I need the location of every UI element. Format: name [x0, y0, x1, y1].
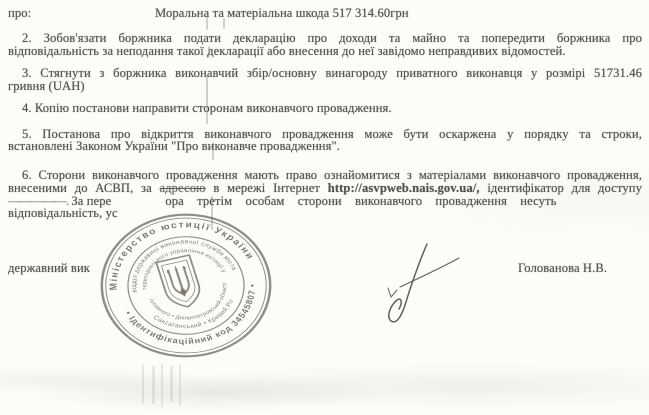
stamp-outer-top-text: Міністерство юстиції України	[107, 219, 257, 291]
ink-smudge	[142, 364, 144, 404]
paragraph-6-line-2-pre: внесеними до АСВП, за	[8, 181, 152, 195]
paragraph-2-line-2: відповідальність за неподання такої декларації або внесення до неї завідомо неправдивих відомостей.	[8, 44, 566, 58]
stamp-ring3-top-text: територіального управління юстиції у	[141, 248, 227, 291]
stamp-ring2-bottom-text: Саксаганський • Кривий Ріг	[151, 298, 236, 330]
stamp-outer-bottom-text: • Ідентифікаційний код 34545807 •	[122, 283, 258, 346]
fold-crease-mark	[206, 16, 208, 30]
fold-crease-mark	[208, 46, 210, 58]
ink-smudge	[179, 364, 181, 406]
fold-crease-mark	[223, 18, 225, 29]
paragraph-5-line-1: 5. Постанова про відкриття виконавчого провадження може бути оскаржена у порядку та строки,	[22, 127, 642, 141]
paragraph-6-line-1: 6. Сторони виконавчого провадження мають право ознайомитися з матеріалами виконавчого провадження,	[22, 168, 642, 182]
paragraph-5-line-2: встановлені Законом України "Про виконавче провадження".	[8, 139, 341, 153]
subject-label: про:	[8, 6, 32, 20]
stamp-ring3-bottom-text: головного • Дніпропетровській області	[147, 282, 229, 322]
paragraph-6-line-4: відповідальність, ус	[8, 206, 118, 220]
paragraph-6-line-3-b: ора третім особам сторони виконавчого провадження несуть	[165, 194, 557, 208]
paragraph-2-line-1: 2. Зобов'язати боржника подати декларацію про доходи та майно та попередити боржника про	[22, 31, 642, 45]
paragraph-3-line-2: гривня (UAH)	[8, 79, 85, 93]
subject-value: Моральна та матеріальна шкода 517 314.60грн	[155, 6, 409, 20]
paragraph-3-line-1: 3. Стягнути з боржника виконавчий збір/основну винагороду приватного виконавця у розмірі 51731.46	[22, 66, 642, 80]
fold-crease-mark	[206, 76, 208, 124]
handwritten-signature	[375, 240, 470, 330]
stamp-ring2-top-text: відділ державної виконавчої служби міста	[130, 238, 238, 294]
ink-smudge	[152, 366, 155, 404]
paragraph-6-line-2-mid: в мережі Інтернет	[213, 181, 321, 195]
paragraph-6-line-2-post: ідентифікатор для доступу	[487, 181, 643, 195]
paragraph-6-line-3-a: За пере	[71, 194, 112, 208]
signer-name: Голованова Н.В.	[518, 261, 608, 275]
ink-smudge	[161, 363, 163, 407]
signer-title: державний вик	[8, 261, 91, 275]
fold-crease-mark	[212, 142, 214, 160]
trident-emblem-icon	[156, 255, 204, 310]
ink-smudge	[170, 366, 173, 402]
paragraph-4: 4. Копію постанови направити сторонам виконавчого провадження.	[22, 101, 392, 115]
paragraph-6-line-2-struck-word: адресою	[159, 181, 206, 195]
paragraph-6-line-2-url: http://asvpweb.nais.gov.ua/,	[327, 181, 480, 195]
redacted-access-identifier: —————.	[8, 194, 69, 208]
official-seal-stamp	[95, 209, 277, 362]
